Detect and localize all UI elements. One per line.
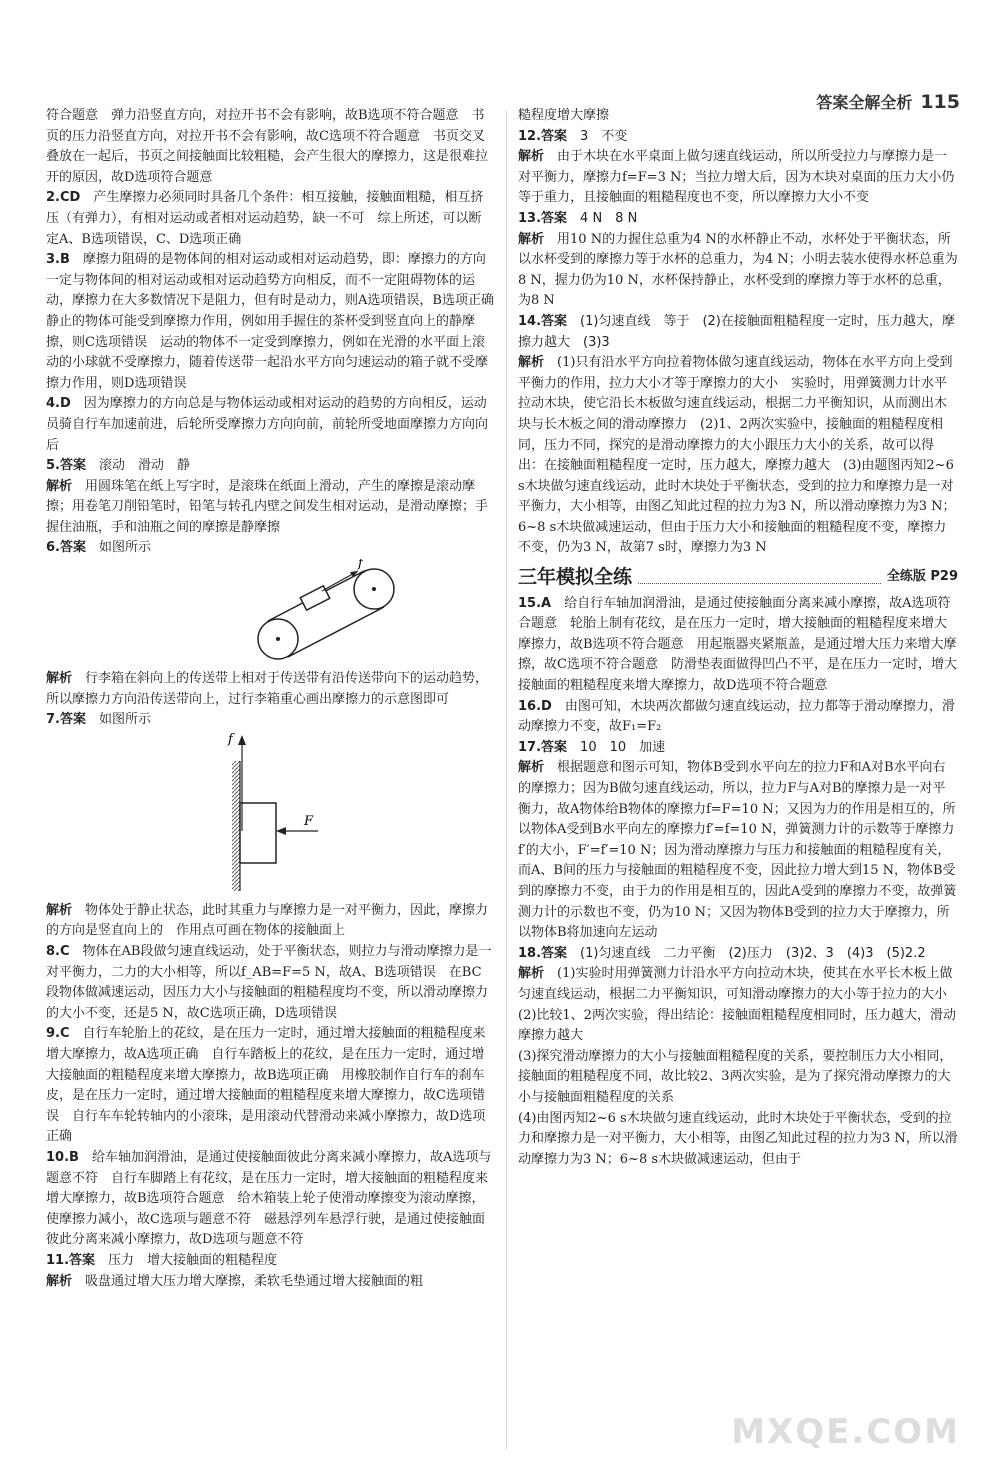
item-number: 12.答案: [518, 128, 568, 144]
answer-text: (1)匀速直线 等于 (2)在接触面粗糙程度一定时，压力越大，摩擦力越大 (3)3: [518, 313, 955, 350]
body-text: (4)由图丙知2~6 s木块做匀速直线运动，此时木块处于平衡状态，受到的拉力和摩擦力是一对平衡力，大小相等，由图乙知此过程的拉力为3 N，所以滑动摩擦力为3 N；6~8 s木块做减速运动，但由于: [518, 1110, 958, 1167]
item-number: 解析: [518, 966, 545, 982]
explanation-paragraph: [46, 669, 494, 710]
item-number: 18.答案: [518, 945, 568, 961]
belt-svg: [46, 559, 494, 669]
item-number: 15.A: [518, 595, 552, 611]
body-text: 给自行车轴加润滑油，是通过使接触面分离来减小摩擦，故A选项符合题意 轮胎上制有花纹，是在压力一定时，增大接触面的粗糙程度来增大摩擦力，故B选项不符合题意 用起瓶器夹紧瓶盖，是通过增大压力来增大摩擦，故C选项不符合题意 防滑垫表面做得凹凸不平，是在压力一定时，增大接触面的粗糙程度来增大摩擦力，故D选项不符合题意: [518, 595, 957, 694]
wall-svg: [46, 731, 494, 901]
answer-item: [46, 106, 494, 188]
body-text: 符合题意 弹力沿竖直方向，对拉开书不会有影响，故B选项不符合题意 书页的压力沿竖直方向，对拉开书不会有影响，故C选项不符合题意 书页交叉叠放在一起后，书页之间接触面比较粗糙，会产生很大的摩擦力，这是很难拉开的原因，故D选项符合题意: [46, 108, 489, 185]
explanation-paragraph: [46, 1272, 494, 1293]
item-number: 9.C: [46, 1026, 70, 1042]
body-text: 糙程度增大摩擦: [518, 108, 610, 123]
answer-item: [518, 127, 958, 148]
body-text: 因为摩擦力的方向总是与物体运动或相对运动的趋势的方向相反，运动员骑自行车加速前进，后轮所受摩擦力方向向前，前轮所受地面摩擦力方向向后: [46, 396, 489, 453]
explanation-paragraph: [46, 901, 494, 942]
answer-item: [518, 209, 958, 230]
answer-item: [46, 250, 507, 394]
answer-item: [518, 1109, 958, 1171]
friction-label: f: [228, 731, 233, 747]
answer-item: [518, 1047, 958, 1109]
body-text: 产生摩擦力必须同时具备几个条件：相互接触，接触面粗糙，相互挤压（有弹力），有相对运动或者相对运动趋势，缺一不可 综上所述，可以断定A、B选项错误，C、D选项正确: [46, 190, 484, 247]
conveyor-belt-figure: [46, 559, 494, 669]
answer-item: [518, 106, 958, 127]
body-text: (1)实验时用弹簧测力计沿水平方向拉动木块，使其在水平长木板上做匀速直线运动，根据二力平衡知识，可知滑动摩擦力的大小等于拉力的大小: [518, 966, 953, 1002]
answer-item: [46, 710, 494, 731]
answer-item: [46, 188, 494, 250]
item-number: 解析: [518, 149, 545, 165]
body-text: 由于木块在水平桌面上做匀速直线运动，所以所受拉力与摩擦力是一对平衡力，摩擦力f=F=3 N；当拉力增大后，因为木块对桌面的压力大小仍等于重力，且接触面的粗糙程度也不变，所以摩擦力大小不变: [518, 149, 955, 206]
wall: [232, 761, 240, 891]
answer-item: [518, 312, 958, 353]
answer-item: [46, 1251, 494, 1272]
answer-text: 如图所示: [99, 540, 152, 556]
explanation-paragraph: [518, 147, 958, 209]
body-text: (1)只有沿水平方向拉着物体做匀速直线运动，物体在水平方向上受到平衡力的作用，拉力大小才等于摩擦力的大小 实验时，用弹簧测力计水平拉动木块，使它沿长木板做匀速直线运动，根据二力平衡知识，从而测出木块与长木板之间的滑动摩擦力 (2)1、2两次实验中，接触面的粗糙程度相同，压力不同，探究的是滑动摩擦力的大小跟压力大小的关系，故可以得出：在接触面粗糙程度一定时，压力越大，摩擦力越大 (3)由题图丙知2~6 s木块做匀速直线运动，此时木块处于平衡状态，受到的拉力和摩擦力是一对平衡力，大小相等，由图乙知此过程的拉力为3 N，所以滑动摩擦力为3 N；6~8 s木块做减速运动，但由于压力大小和接触面的粗糙程度不变，摩擦力不变，仍为3 N，故第7 s时，摩擦力为3 N: [518, 355, 956, 556]
body-text: 用10 N的力握住总重为4 N的水杯静止不动，水杯处于平衡状态，所以水杯受到的摩擦力等于水杯的总重力，为4 N；小明去装水使得水杯总重为8 N，握力仍为10 N，水杯保持静止，水杯受到的摩擦力等于水杯的总重，为8 N: [518, 231, 958, 309]
item-number: 10.B: [46, 1149, 79, 1165]
explanation-paragraph: [518, 758, 958, 943]
answer-item: [46, 1148, 494, 1251]
body-text: (2)比较1、2两次实验，得出结论：接触面粗糙程度相同时，压力越大，滑动摩擦力越大: [518, 1007, 956, 1044]
item-number: 解析: [46, 478, 73, 494]
body-text: 吸盘通过增大压力增大摩擦，柔软毛垫通过增大接触面的粗: [85, 1273, 424, 1289]
explanation-paragraph: [518, 964, 958, 1005]
answer-item: [46, 538, 494, 559]
item-number: 14.答案: [518, 313, 568, 329]
body-text: (3)探究滑动摩擦力的大小与接触面粗糙程度的关系，要控制压力大小相同，接触面的粗糙程度不同，故比较2、3两次实验，是为了探究滑动摩擦力的大小与接触面粗糙程度的关系: [518, 1048, 953, 1105]
answer-item: [46, 394, 494, 456]
answer-text: (1)匀速直线 二力平衡 (2)压力 (3)2、3 (4)3 (5)2.2: [580, 945, 926, 961]
answer-item: [518, 594, 958, 697]
answer-item: [518, 697, 958, 738]
section-heading-version: 全练版 P29: [886, 569, 958, 585]
item-number: 2.CD: [46, 190, 81, 206]
item-number: 3.B: [46, 252, 70, 268]
item-number: 11.答案: [46, 1252, 96, 1268]
explanation-paragraph: [46, 477, 494, 539]
body-text: 物体处于静止状态，此时其重力与摩擦力是一对平衡力，因此，摩擦力的方向是竖直向上的 作用点可画在物体的接触面上: [46, 902, 489, 939]
column-divider: [506, 110, 507, 1450]
body-text: 给车轴加润滑油，是通过使接触面彼此分离来减小摩擦力，故A选项与题意不符 自行车脚踏上有花纹，是在压力一定时，增大接触面的粗糙程度来增大摩擦力，故B选项符合题意 给木箱装上轮子使滑动摩擦变为滚动摩擦，使摩擦力减小，故C选项与题意不符 磁悬浮列车悬浮行驶，是通过使接触面彼此分离来减小摩擦力，故D选项与题意不符: [46, 1149, 492, 1248]
explanation-paragraph: [518, 230, 958, 312]
body-text: 用圆珠笔在纸上写字时，是滚珠在纸面上滑动，产生的摩擦是滚动摩擦；用卷笔刀削铅笔时，铅笔与转孔内壁之间发生相对运动，是滑动摩擦；手握住油瓶，手和油瓶之间的摩擦是静摩擦: [46, 478, 489, 535]
item-number: 解析: [518, 760, 545, 776]
answer-text: 10 10 加速: [580, 739, 666, 755]
explanation-paragraph: [518, 353, 958, 559]
block: [240, 803, 276, 863]
item-number: 4.D: [46, 396, 71, 412]
answer-item: [518, 1006, 958, 1047]
answer-text: 3 不变: [580, 128, 628, 144]
item-number: 解析: [518, 231, 545, 247]
answer-item: [518, 944, 958, 965]
page-number: 115: [920, 91, 960, 113]
watermark: MXQE.COM: [731, 1412, 960, 1452]
answer-item: [46, 456, 494, 477]
right-column: [518, 106, 958, 1170]
item-number: 7.答案: [46, 712, 86, 728]
section-title: 答案全解全析: [816, 93, 913, 112]
body-text: 行李箱在斜向上的传送带上相对于传送带有沿传送带向下的运动趋势，所以摩擦力方向沿传送带向上，过行李箱重心画出摩擦力的示意图即可: [46, 671, 489, 707]
item-number: 5.答案: [46, 458, 86, 474]
answer-text: 4 N 8 N: [580, 210, 638, 226]
answer-text: 如图所示: [99, 712, 152, 728]
section-heading-title: 三年模拟全练: [518, 566, 633, 589]
answer-item: [518, 738, 958, 759]
body-text: 自行车轮胎上的花纹，是在压力一定时，通过增大接触面的粗糙程度来增大摩擦力，故A选项正确 自行车踏板上的花纹，是在压力一定时，通过增大接触面的粗糙程度来增大摩擦力，故B选项正确 用橡胶制作自行车的刹车皮，是在压力一定时，通过增大接触面的粗糙程度来增大摩擦力，故C选项错误 自行车车轮转轴内的小滚珠，是用滚动代替滑动来减小摩擦力，故D选项正确: [46, 1026, 486, 1145]
answer-text: 压力 增大接触面的粗糙程度: [108, 1252, 278, 1268]
item-number: 6.答案: [46, 540, 86, 556]
item-number: 解析: [46, 1273, 73, 1289]
answer-text: 滚动 滑动 静: [99, 458, 191, 474]
item-number: 8.C: [46, 944, 70, 960]
wall-block-figure: [46, 731, 494, 901]
item-number: 17.答案: [518, 739, 568, 755]
item-number: 16.D: [518, 698, 552, 714]
item-number: 解析: [46, 671, 73, 687]
left-column: [46, 106, 507, 1292]
item-number: 13.答案: [518, 210, 568, 226]
section-heading: [518, 567, 958, 588]
force-label: F: [304, 813, 314, 829]
body-text: 摩擦力阻碍的是物体间的相对运动或相对运动趋势，即：摩擦力的方向一定与物体间的相对运动或相对运动趋势方向相反，而不一定阻碍物体的运动，摩擦力在大多数情况下是阻力，但有时是动力，则A选项错误，B选项正确 静止的物体可能受到摩擦力作用，例如用手握住的茶杯受到竖直向上的静摩擦，则C选项错误 运动的物体不一定受到摩擦力，例如在光滑的水平面上滚动的小球就不受摩擦力，随着传送带一起沿水平方向匀速运动的箱子就不受摩擦力作用，则D选项错误: [46, 252, 507, 391]
body-text: 根据题意和图示可知，物体B受到水平向左的拉力F和A对B水平向右的摩擦力；因为B做匀速直线运动，所以，拉力F与A对B的摩擦力是一对平衡力，故A物体给B物体的摩擦力f=F=10 N；又因为力的作用是相互的，所以物体A受到B水平向左的摩擦力f′=f=10 N，弹簧测力计的示数等于摩擦力f′的大小，F′=f′=10 N；因为滑动摩擦力与压力和接触面的粗糙程度有关，而A、B间的压力与接触面的粗糙程度不变，因此拉力增大到15 N，物体B受到的摩擦力不变，由于力的作用是相互的，因此A受到的摩擦力不变，故弹簧测力计的示数也不变，仍为10 N；又因为物体B受到的拉力大于摩擦力，所以物体B将加速向左运动: [518, 760, 957, 941]
body-text: 物体在AB段做匀速直线运动，处于平衡状态，则拉力与滑动摩擦力是一对平衡力，二力的大小相等，所以f_AB=F=5 N，故A、B选项错误 在BC段物体做减速运动，因压力大小与接触面的粗糙程度均不变，所以滑动摩擦力的大小不变，还是5 N，故C选项正确，D选项错误: [46, 944, 492, 1021]
answer-item: [46, 942, 494, 1024]
item-number: 解析: [46, 902, 73, 918]
friction-label: f: [358, 559, 363, 572]
item-number: 解析: [518, 355, 545, 371]
answer-item: [46, 1024, 494, 1148]
body-text: 由图可知，木块两次都做匀速直线运动，拉力都等于滑动摩擦力，滑动摩擦力不变，故F₁=F₂: [518, 698, 955, 735]
